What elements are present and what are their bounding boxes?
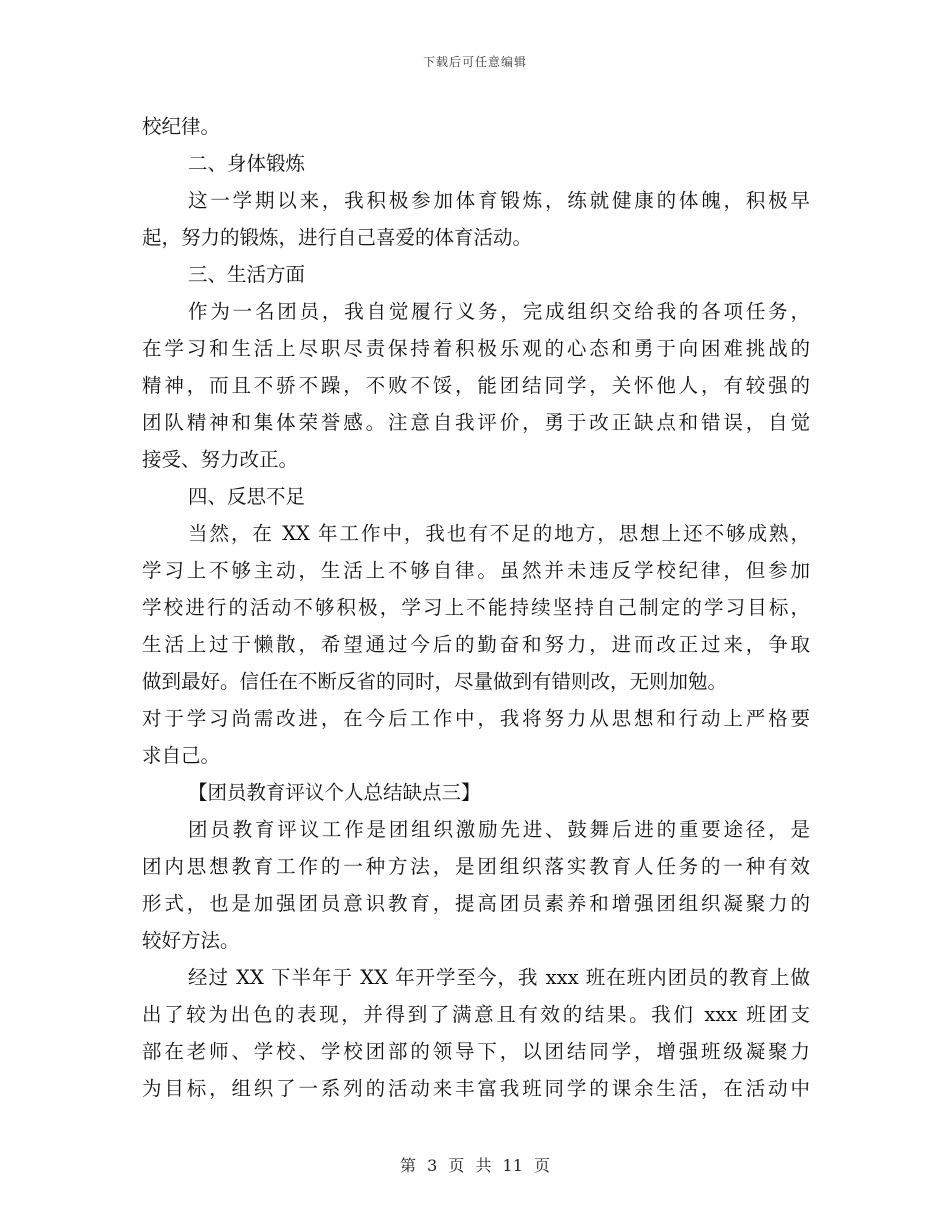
text-line: 经过 XX 下半年于 XX 年开学至今，我 xxx 班在班内团员的教育上做: [188, 966, 810, 989]
section-heading: 三、生活方面: [188, 263, 306, 286]
text-line: 学习上不够主动，生活上不够自律。虽然并未违反学校纪律，但参加: [142, 559, 810, 582]
text-line: 学校进行的活动不够积极，学习上不能持续坚持自己制定的学习目标，: [142, 596, 810, 619]
text-line: 团队精神和集体荣誉感。注意自我评价，勇于改正缺点和错误，自觉: [142, 411, 810, 434]
page-footer: 第 3 页 共 11 页: [400, 1156, 550, 1175]
text-line: 接受、努力改正。: [142, 448, 299, 471]
section-heading: 【团员教育评议个人总结缺点三】: [188, 781, 481, 804]
text-line: 做到最好。信任在不断反省的同时，尽量做到有错则改，无则加勉。: [142, 670, 728, 693]
text-line: 生活上过于懒散，希望通过今后的勤奋和努力，进而改正过来，争取: [142, 633, 810, 656]
text-line: 出了较为出色的表现，并得到了满意且有效的结果。我们 xxx 班团支: [142, 1003, 810, 1026]
text-line: 在学习和生活上尽职尽责保持着积极乐观的心态和勇于向困难挑战的: [142, 337, 810, 360]
text-line: 为目标，组织了一系列的活动来丰富我班同学的课余生活，在活动中: [142, 1077, 810, 1100]
text-line: 当然，在 XX 年工作中，我也有不足的地方，思想上还不够成熟，: [188, 522, 810, 545]
section-heading: 四、反思不足: [188, 485, 306, 508]
text-line: 团员教育评议工作是团组织激励先进、鼓舞后进的重要途径，是: [188, 818, 810, 841]
text-line: 精神，而且不骄不躁，不败不馁，能团结同学，关怀他人，有较强的: [142, 374, 810, 397]
text-line: 起，努力的锻炼，进行自己喜爱的体育活动。: [142, 226, 533, 249]
text-line: 求自己。: [142, 744, 221, 767]
text-line: 形式，也是加强团员意识教育，提高团员素养和增强团组织凝聚力的: [142, 892, 810, 915]
text-line: 团内思想教育工作的一种方法，是团组织落实教育人任务的一种有效: [142, 855, 810, 878]
text-line: 作为一名团员，我自觉履行义务，完成组织交给我的各项任务，: [188, 300, 810, 323]
text-line: 对于学习尚需改进，在今后工作中，我将努力从思想和行动上严格要: [142, 707, 810, 730]
document-body: [142, 108, 810, 1107]
text-line: 部在老师、学校、学校团部的领导下，以团结同学，增强班级凝聚力: [142, 1040, 810, 1063]
text-line: 这一学期以来，我积极参加体育锻炼，练就健康的体魄，积极早: [188, 189, 810, 212]
text-line: 较好方法。: [142, 929, 240, 952]
text-line: 校纪律。: [142, 115, 221, 138]
page-header: 下载后可任意编辑: [422, 55, 527, 69]
section-heading: 二、身体锻炼: [188, 152, 306, 175]
